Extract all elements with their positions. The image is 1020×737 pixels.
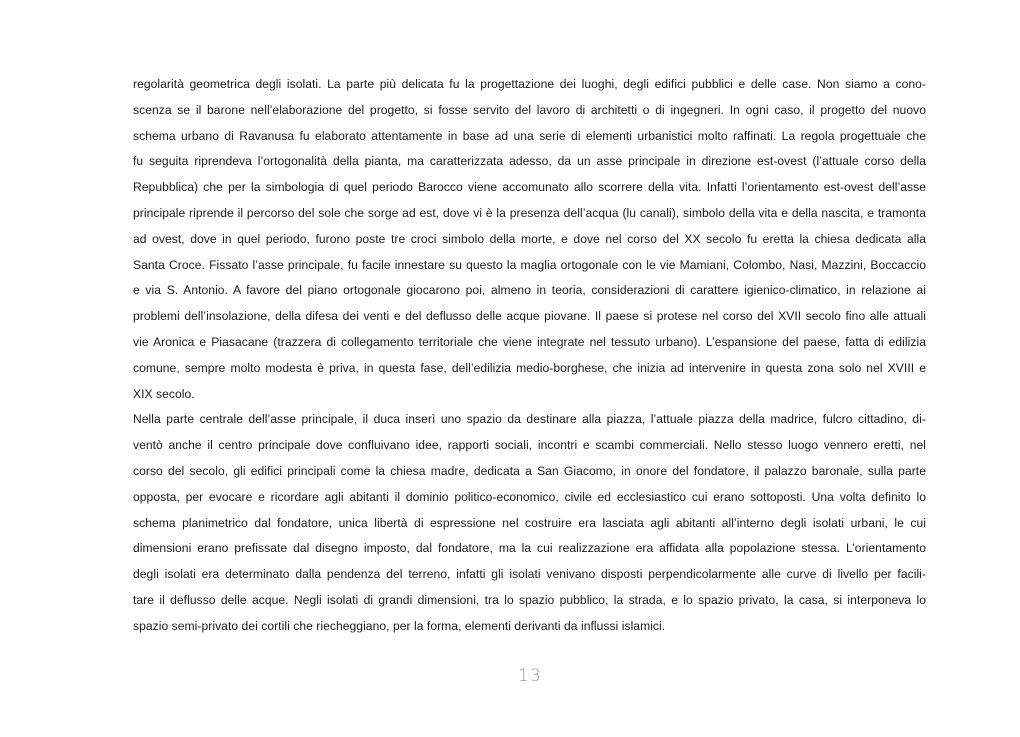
text-line: spazio semi-privato dei cortili che riecheggiano, per la forma, elementi derivanti da influssi islamici. (133, 618, 666, 633)
body-text (133, 72, 926, 640)
text-line: XIX secolo. (133, 386, 195, 401)
text-line: regolarità geometrica degli isolati. La parte più delicata fu la progettazione dei luoghi, degli edifici pubblici e delle case. Non siamo a cono- (133, 77, 926, 91)
text-line: schema planimetrico dal fondatore, unica libertà di espressione nel costruire era lasciata agli abitanti all’interno degli isolati urbani, le cui (133, 515, 926, 530)
text-line: comune, sempre molto modesta è priva, in questa fase, dell’edilizia medio-borghese, che inizia ad intervenire in questa zona solo nel XVIII e (133, 360, 926, 375)
text-line: opposta, per evocare e ricordare agli abitanti il dominio politico-economico, civile ed ecclesiastico cui erano sottoposti. Una volta definito lo (133, 489, 926, 504)
text-line: schema urbano di Ravanusa fu elaborato attentamente in base ad una serie di elementi urbanistici molto raffinati. La regola progettuale che (133, 128, 926, 143)
text-line: scenza se il barone nell’elaborazione del progetto, si fosse servito del lavoro di architetti o di ingegneri. In ogni caso, il progetto del nuovo (133, 102, 926, 117)
text-line: Nella parte centrale dell’asse principale, il duca inserì uno spazio da destinare alla piazza, l’attuale piazza della madrice, fulcro cittadino, di- (133, 412, 926, 427)
text-line: degli isolati era determinato dalla pendenza del terreno, infatti gli isolati venivano disposti perpendicolarmente alle curve di livello per facili- (133, 567, 926, 582)
text-line: problemi dell’insolazione, della difesa dei venti e del deflusso delle acque piovane. Il paese si protese nel corso del XVII secolo fino alle attuali (133, 309, 926, 324)
text-line: Santa Croce. Fissato l’asse principale, fu facile innestare su questo la maglia ortogonale con le vie Mamiani, Colombo, Nasi, Mazzini, Boccaccio (133, 257, 926, 272)
text-line: ventò anche il centro principale dove confluivano idee, rapporti sociali, incontri e scambi commerciali. Nello stesso luogo vennero eretti, nel (133, 438, 926, 453)
text-line: corso del secolo, gli edifici principali come la chiesa madre, dedicata a San Giacomo, in onore del fondatore, il palazzo baronale, sulla parte (133, 463, 926, 478)
text-line: vie Aronica e Piasacane (trazzera di collegamento territoriale che viene integrate nel tessuto urbano). L’espansione del paese, fatta di edilizia (133, 334, 926, 349)
text-line: principale riprende il percorso del sole che sorge ad est, dove vi è la presenza dell’acqua (lu canali), simbolo della vita e della nascita, e tramonta (133, 205, 926, 220)
text-line: e via S. Antonio. A favore del piano ortogonale giocarono poi, almeno in teoria, considerazioni di carattere igienico-climatico, in relazione ai (133, 283, 926, 298)
text-line: dimensioni erano prefissate dal disegno imposto, dal fondatore, ma la cui realizzazione era affidata alla popolazione stessa. L’orientamento (133, 541, 926, 556)
text-line: fu seguita riprendeva l’ortogonalità della pianta, ma caratterizzata adesso, da un asse principale in direzione est-ovest (l’attuale corso della (133, 154, 926, 169)
page-number: 13 (518, 666, 542, 686)
text-line: Repubblica) che per la simbologia di quel periodo Barocco viene accomunato allo scorrere della vita. Infatti l’orientamento est-ovest dell’asse (133, 180, 926, 195)
text-line: tare il deflusso delle acque. Negli isolati di grandi dimensioni, tra lo spazio pubblico, la strada, e lo spazio privato, la casa, si interponeva lo (133, 592, 926, 607)
text-line: ad ovest, dove in quel periodo, furono poste tre croci simbolo della morte, e dove nel corso del XX secolo fu eretta la chiesa dedicata alla (133, 231, 926, 246)
